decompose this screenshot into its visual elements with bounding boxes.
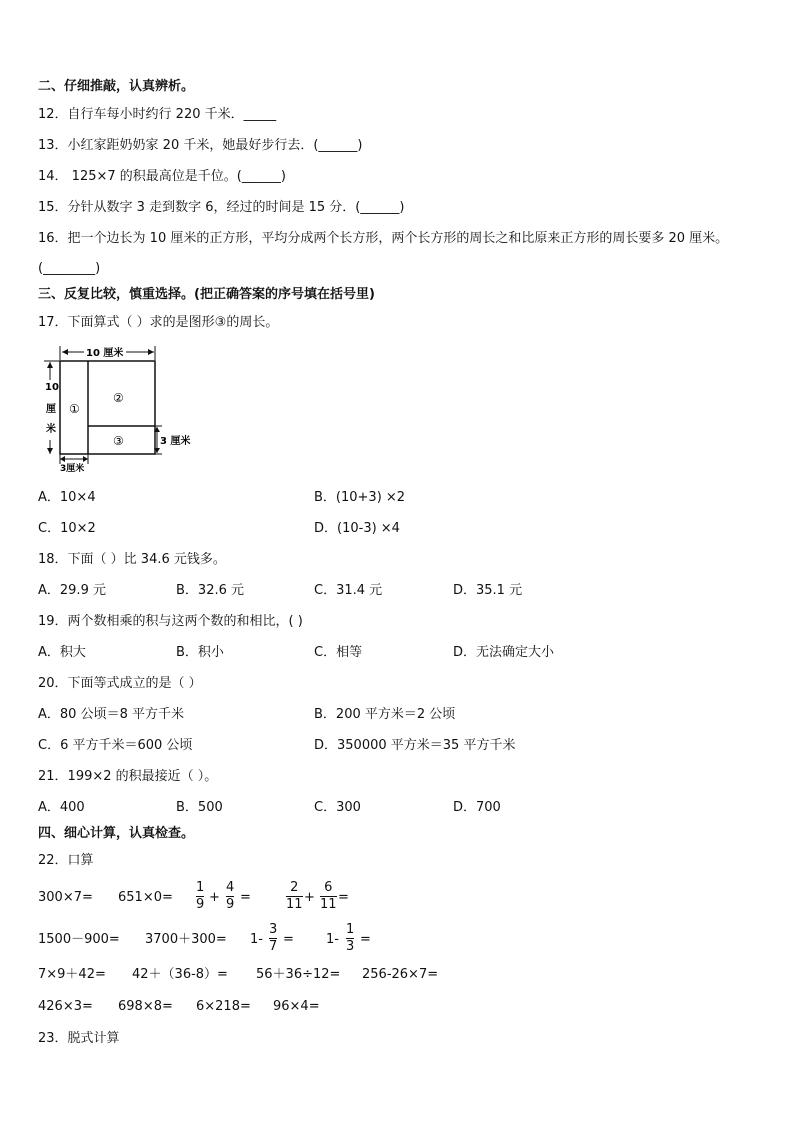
- q21-option-d: D．700: [453, 800, 501, 815]
- question-18: 18．下面（ ）比 34.6 元钱多。: [38, 552, 226, 567]
- q20-option-d: D．350000 平方米＝35 平方千米: [314, 738, 516, 753]
- plus-sign: +: [209, 890, 220, 905]
- figure-left-label-num: 10: [45, 382, 59, 393]
- question-20: 20．下面等式成立的是（ ）: [38, 676, 202, 691]
- q20-option-b: B．200 平方米＝2 公顷: [314, 707, 456, 722]
- figure-right-label: 3 厘米: [160, 436, 191, 447]
- question-15: 15．分针从数字 3 走到数字 6，经过的时间是 15 分．(______): [38, 200, 405, 215]
- figure-region-3: ③: [113, 434, 124, 448]
- numerator: 1: [196, 880, 205, 895]
- calc-3700+300: 3700＋300=: [145, 932, 227, 947]
- calc-row3-3: 56＋36÷12=: [256, 967, 341, 982]
- one-minus: 1-: [250, 932, 263, 947]
- question-21: 21．199×2 的积最接近（ ）。: [38, 769, 218, 784]
- fraction-1-9: [196, 880, 204, 913]
- figure-bottom-label: 3厘米: [60, 464, 85, 474]
- calc-300x7: 300×7=: [38, 890, 93, 905]
- q17-option-d: D．(10-3) ×4: [314, 521, 400, 536]
- figure-left-label-unit1: 厘: [46, 404, 56, 415]
- denominator: 7: [269, 939, 278, 954]
- equals-sign: =: [338, 890, 349, 905]
- q20-option-a: A．80 公顷＝8 平方千米: [38, 707, 184, 722]
- numerator: 4: [226, 880, 235, 895]
- q17-option-a: A．10×4: [38, 490, 96, 505]
- q18-option-c: C．31.4 元: [314, 583, 383, 598]
- fraction-1-3: [346, 922, 354, 955]
- q19-option-d: D．无法确定大小: [453, 645, 555, 660]
- equals-sign: =: [283, 932, 294, 947]
- question-14: 14． 125×7 的积最高位是千位。(______): [38, 169, 286, 184]
- question-22: 22．口算: [38, 853, 94, 868]
- numerator: 2: [290, 880, 299, 895]
- calc-1500-900: 1500－900=: [38, 932, 120, 947]
- numerator: 6: [324, 880, 333, 895]
- equals-sign: =: [240, 890, 251, 905]
- denominator: 9: [196, 897, 205, 912]
- plus-sign: +: [304, 890, 315, 905]
- calc-651x0: 651×0=: [118, 890, 173, 905]
- question-16-answer-blank: (________): [38, 261, 101, 276]
- q18-option-a: A．29.9 元: [38, 583, 106, 598]
- calc-row3-1: 7×9＋42=: [38, 967, 106, 982]
- calc-row3-2: 42＋（36-8）=: [132, 967, 228, 982]
- q21-option-a: A．400: [38, 800, 85, 815]
- one-minus: 1-: [326, 932, 339, 947]
- denominator: 3: [346, 939, 355, 954]
- section-heading-3: 三、反复比较，慎重选择。(把正确答案的序号填在括号里): [38, 287, 375, 302]
- q21-option-b: B．500: [176, 800, 223, 815]
- q19-option-c: C．相等: [314, 645, 363, 660]
- q17-option-b: B．(10+3) ×2: [314, 490, 406, 505]
- question-17: 17．下面算式（ ）求的是图形③的周长。: [38, 315, 279, 330]
- q17-option-c: C．10×2: [38, 521, 96, 536]
- section-heading-2: 二、仔细推敲，认真辨析。: [38, 79, 195, 94]
- square-division-figure: [38, 340, 198, 475]
- equals-sign: =: [360, 932, 371, 947]
- q19-option-b: B．积小: [176, 645, 224, 660]
- question-23: 23．脱式计算: [38, 1031, 120, 1046]
- calc-row3-4: 256-26×7=: [362, 967, 439, 982]
- denominator: 11: [320, 897, 337, 912]
- figure-region-1: ①: [69, 402, 80, 416]
- figure-top-label: 10 厘米: [86, 348, 124, 359]
- question-16-line1: 16．把一个边长为 10 厘米的正方形，平均分成两个长方形，两个长方形的周长之和比原来正方形的周长要多 20 厘米。: [38, 231, 729, 246]
- calc-row4-4: 96×4=: [273, 999, 320, 1014]
- q19-option-a: A．积大: [38, 645, 86, 660]
- figure-left-label-unit2: 米: [46, 424, 56, 435]
- fraction-6-11: [320, 880, 337, 913]
- numerator: 1: [346, 922, 355, 937]
- question-13: 13．小红家距奶奶家 20 千米，她最好步行去．(______): [38, 138, 363, 153]
- calc-row4-1: 426×3=: [38, 999, 93, 1014]
- question-19: 19．两个数相乘的积与这两个数的和相比，( ): [38, 614, 303, 629]
- q18-option-b: B．32.6 元: [176, 583, 244, 598]
- fraction-4-9: [226, 880, 234, 913]
- calc-row4-3: 6×218=: [196, 999, 251, 1014]
- q20-option-c: C．6 平方千米＝600 公顷: [38, 738, 193, 753]
- fraction-2-11: [286, 880, 303, 913]
- section-heading-4: 四、细心计算，认真检查。: [38, 826, 195, 841]
- figure-region-2: ②: [113, 391, 124, 405]
- numerator: 3: [269, 922, 278, 937]
- question-12: 12．自行车每小时约行 220 千米．_____: [38, 107, 277, 122]
- q21-option-c: C．300: [314, 800, 361, 815]
- denominator: 9: [226, 897, 235, 912]
- q18-option-d: D．35.1 元: [453, 583, 523, 598]
- calc-row4-2: 698×8=: [118, 999, 173, 1014]
- denominator: 11: [286, 897, 303, 912]
- fraction-3-7: [269, 922, 277, 955]
